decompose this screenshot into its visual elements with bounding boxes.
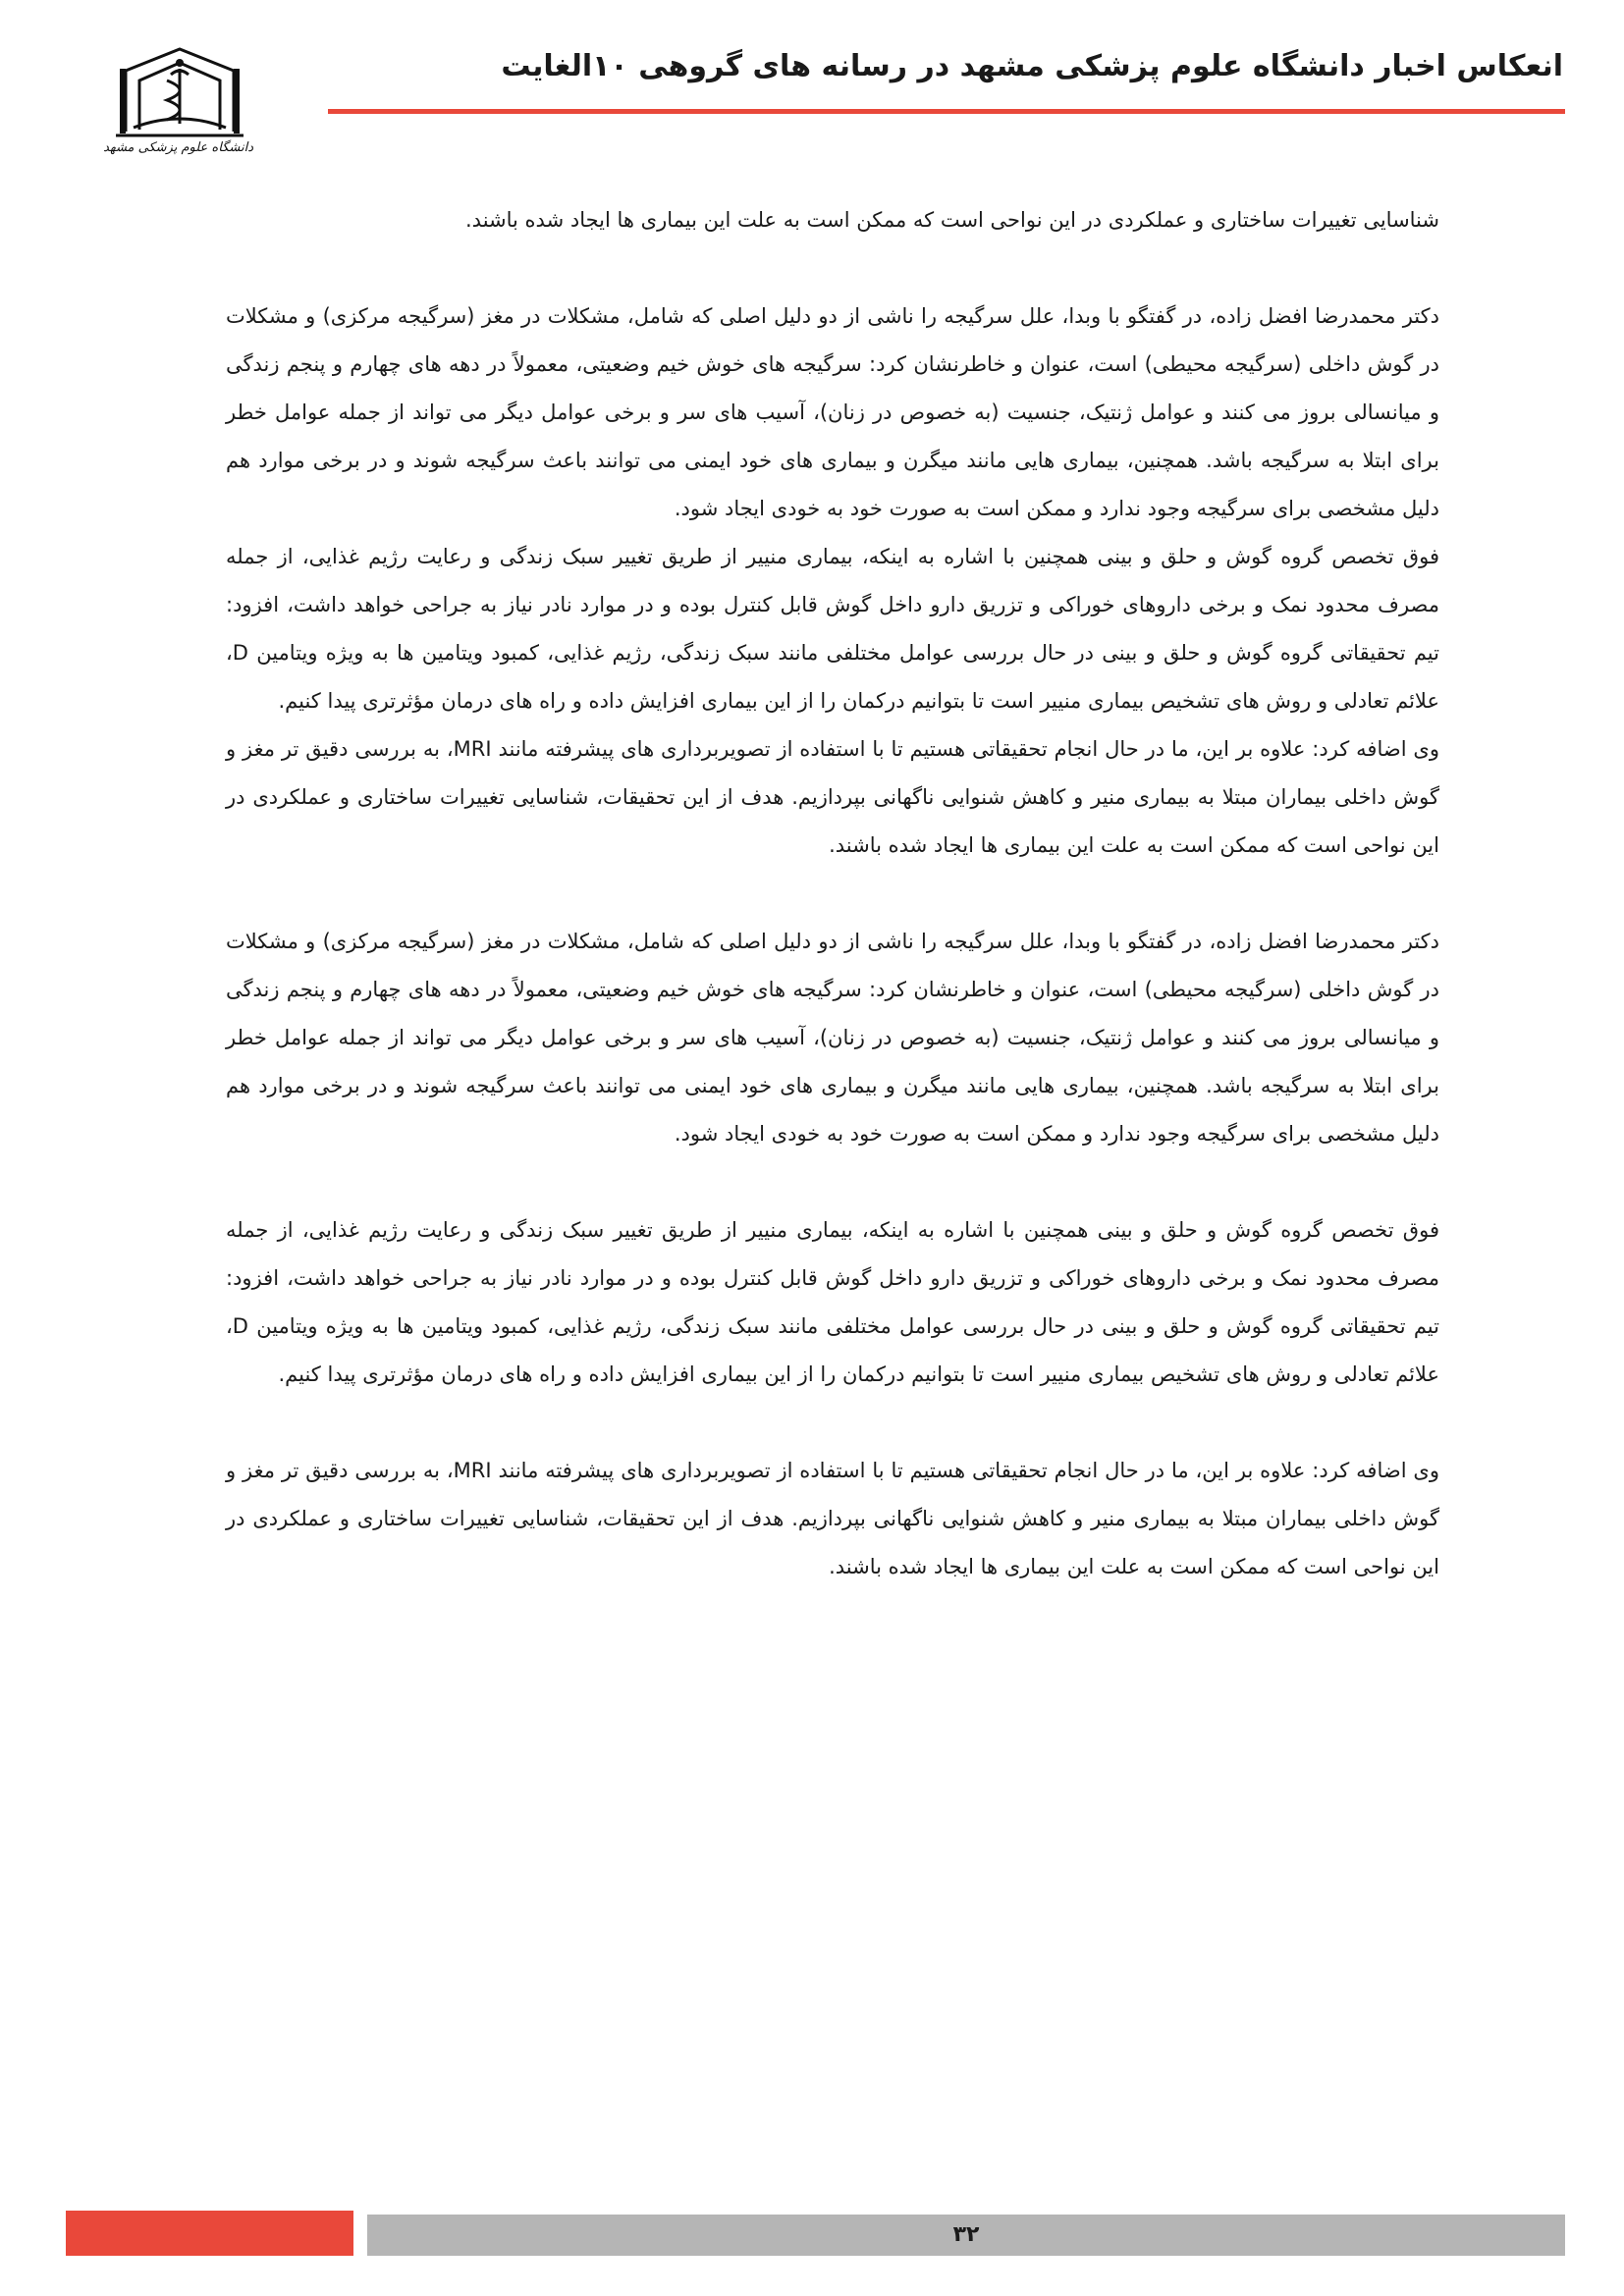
- article-body: [226, 196, 1439, 1591]
- paragraph: وی اضافه کرد: علاوه بر این، ما در حال انجام تحقیقاتی هستیم تا با استفاده از تصویربرداری های پیشرفته مانند MRI، به بررسی دقیق تر مغز و گوش داخلی بیماران مبتلا به بیماری منیر و کاهش شنوایی ناگهانی بپردازیم. هدف از این تحقیقات، شناسایی تغییرات ساختاری و عملکردی در این نواحی است که ممکن است به علت این بیماری ها ایجاد شده باشند.: [226, 1459, 1440, 1578]
- page-number: ۳۲: [952, 2222, 980, 2247]
- paragraph: فوق تخصص گروه گوش و حلق و بینی همچنین با اشاره به اینکه، بیماری منییر از طریق تغییر سبک زندگی و رعایت رژیم غذایی، از جمله مصرف محدود نمک و برخی داروهای خوراکی و تزریق دارو داخل گوش قابل کنترل بوده و در موارد نادر نیاز به جراحی خواهد داشت، افزود: تیم تحقیقاتی گروه گوش و حلق و بینی در حال بررسی عوامل مختلفی مانند سبک زندگی، رژیم غذایی، کمبود ویتامین ها به ویژه ویتامین D، علائم تعادلی و روش های تشخیص بیماری منییر است تا بتوانیم درکمان را از این بیماری افزایش داده و راه های درمان مؤثرتری پیدا کنیم.: [226, 1218, 1439, 1386]
- paragraph: وی اضافه کرد: علاوه بر این، ما در حال انجام تحقیقاتی هستیم تا با استفاده از تصویربرداری های پیشرفته مانند MRI، به بررسی دقیق تر مغز و گوش داخلی بیماران مبتلا به بیماری منیر و کاهش شنوایی ناگهانی بپردازیم. هدف از این تحقیقات، شناسایی تغییرات ساختاری و عملکردی در این نواحی است که ممکن است به علت این بیماری ها ایجاد شده باشند.: [226, 737, 1440, 857]
- header-divider: [328, 109, 1565, 114]
- page-header-title: انعکاس اخبار دانشگاه علوم پزشکی مشهد در رسانه های گروهی ۱۰الغایت: [501, 49, 1563, 83]
- paragraph: شناسایی تغییرات ساختاری و عملکردی در این نواحی است که ممکن است به علت این بیماری ها ایجاد شده باشند.: [465, 208, 1439, 232]
- paragraph: دکتر محمدرضا افضل زاده، در گفتگو با وبدا، علل سرگیجه را ناشی از دو دلیل اصلی که شامل، مشکلات در مغز (سرگیجه مرکزی) و مشکلات در گوش داخلی (سرگیجه محیطی) است، عنوان و خاطرنشان کرد: سرگیجه های خوش خیم وضعیتی، معمولاً در دهه های چهارم و پنجم زندگی و میانسالی بروز می کنند و عوامل ژنتیک، جنسیت (به خصوص در زنان)، آسیب های سر و برخی عوامل دیگر می تواند از جمله عوامل خطر برای ابتلا به سرگیجه باشد. همچنین، بیماری هایی مانند میگرن و بیماری های خود ایمنی می توانند باعث سرگیجه شوند و در برخی موارد هم دلیل مشخصی برای سرگیجه وجود ندارد و ممکن است به صورت خود به خودی ایجاد شود.: [226, 930, 1439, 1146]
- footer-red-bar: [66, 2211, 353, 2256]
- paragraph: فوق تخصص گروه گوش و حلق و بینی همچنین با اشاره به اینکه، بیماری منییر از طریق تغییر سبک زندگی و رعایت رژیم غذایی، از جمله مصرف محدود نمک و برخی داروهای خوراکی و تزریق دارو داخل گوش قابل کنترل بوده و در موارد نادر نیاز به جراحی خواهد داشت، افزود: تیم تحقیقاتی گروه گوش و حلق و بینی در حال بررسی عوامل مختلفی مانند سبک زندگی، رژیم غذایی، کمبود ویتامین ها به ویژه ویتامین D، علائم تعادلی و روش های تشخیص بیماری منییر است تا بتوانیم درکمان را از این بیماری افزایش داده و راه های درمان مؤثرتری پیدا کنیم.: [226, 545, 1439, 713]
- university-emblem-icon: [106, 41, 253, 139]
- paragraph: دکتر محمدرضا افضل زاده، در گفتگو با وبدا، علل سرگیجه را ناشی از دو دلیل اصلی که شامل، مشکلات در مغز (سرگیجه مرکزی) و مشکلات در گوش داخلی (سرگیجه محیطی) است، عنوان و خاطرنشان کرد: سرگیجه های خوش خیم وضعیتی، معمولاً در دهه های چهارم و پنجم زندگی و میانسالی بروز می کنند و عوامل ژنتیک، جنسیت (به خصوص در زنان)، آسیب های سر و برخی عوامل دیگر می تواند از جمله عوامل خطر برای ابتلا به سرگیجه باشد. همچنین، بیماری هایی مانند میگرن و بیماری های خود ایمنی می توانند باعث سرگیجه شوند و در برخی موارد هم دلیل مشخصی برای سرگیجه وجود ندارد و ممکن است به صورت خود به خودی ایجاد شود.: [226, 304, 1439, 520]
- logo-caption: دانشگاه علوم پزشکی مشهد: [103, 140, 253, 155]
